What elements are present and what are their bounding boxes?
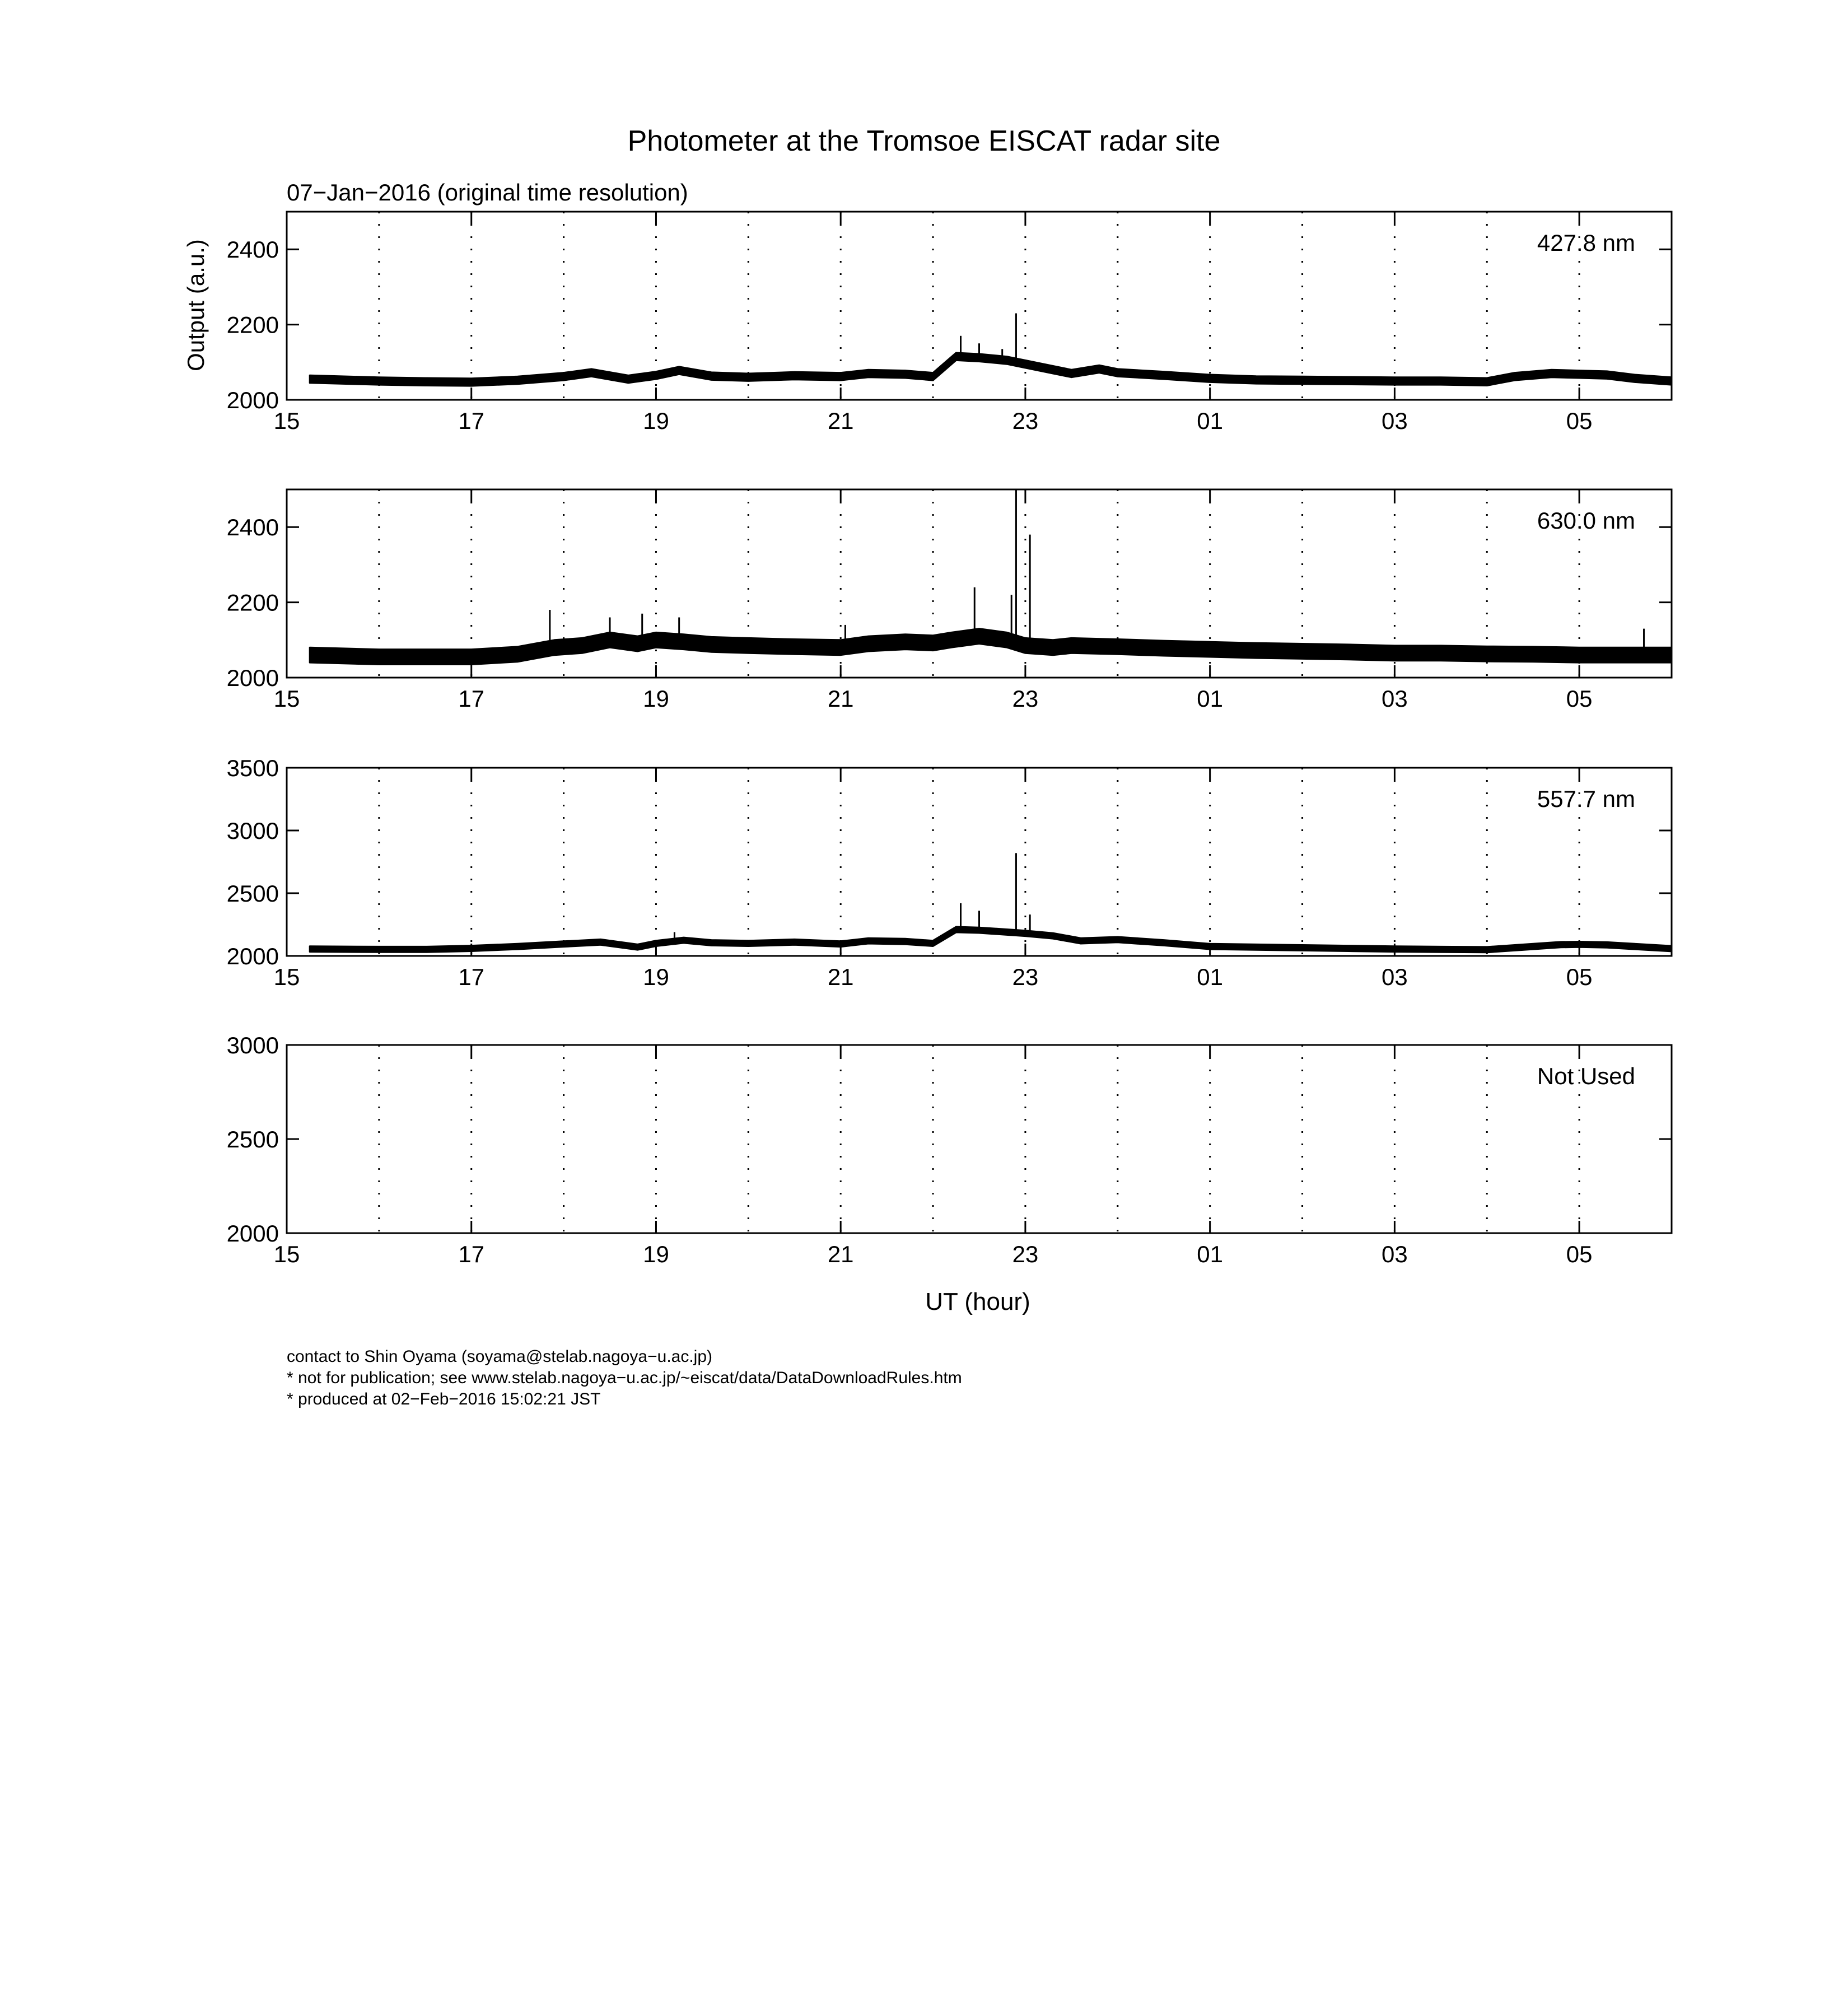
y-tick-label: 2500 <box>226 1126 279 1152</box>
x-tick-label: 03 <box>1382 685 1408 712</box>
axes-box <box>287 1045 1672 1233</box>
x-tick-label: 17 <box>458 964 485 990</box>
x-tick-label: 15 <box>273 964 300 990</box>
x-tick-label: 05 <box>1566 408 1593 434</box>
x-tick-label: 17 <box>458 1241 485 1267</box>
x-tick-label: 05 <box>1566 964 1593 990</box>
x-tick-label: 01 <box>1197 1241 1224 1267</box>
data-series-band <box>310 927 1672 953</box>
x-tick-label: 01 <box>1197 964 1224 990</box>
y-tick-label: 2400 <box>226 514 279 541</box>
y-tick-label: 3000 <box>226 1032 279 1058</box>
data-series-band <box>310 629 1672 665</box>
x-tick-label: 15 <box>273 685 300 712</box>
footer-notes <box>287 1346 962 1410</box>
panel-1 <box>227 212 1672 434</box>
panel-label: Not Used <box>1537 1063 1635 1089</box>
x-tick-label: 03 <box>1382 408 1408 434</box>
y-tick-label: 2200 <box>226 589 279 616</box>
x-tick-label: 03 <box>1382 964 1408 990</box>
x-tick-label: 19 <box>643 408 669 434</box>
panel-4 <box>227 1032 1672 1267</box>
x-tick-label: 15 <box>273 408 300 434</box>
x-tick-label: 17 <box>458 408 485 434</box>
x-tick-label: 01 <box>1197 685 1224 712</box>
figure-subtitle: 07−Jan−2016 (original time resolution) <box>287 179 688 206</box>
footer-produced: * produced at 02−Feb−2016 15:02:21 JST <box>287 1390 601 1408</box>
x-tick-label: 23 <box>1012 964 1039 990</box>
x-tick-label: 23 <box>1012 408 1039 434</box>
x-tick-label: 23 <box>1012 1241 1039 1267</box>
axes-box <box>287 212 1672 400</box>
figure-title: Photometer at the Tromsoe EISCAT radar site <box>627 125 1221 157</box>
x-axis-label: UT (hour) <box>925 1288 1030 1315</box>
x-tick-label: 15 <box>273 1241 300 1267</box>
panel-label: 427.8 nm <box>1537 230 1635 256</box>
y-tick-label: 3500 <box>226 755 279 781</box>
footer-disclaimer: * not for publication; see www.stelab.nagoya−u.ac.jp/~eiscat/data/DataDownloadRules.htm <box>287 1369 962 1387</box>
y-tick-label: 2200 <box>226 311 279 338</box>
data-series-band <box>310 353 1672 386</box>
x-tick-label: 01 <box>1197 408 1224 434</box>
y-tick-label: 2000 <box>226 943 279 969</box>
x-tick-label: 19 <box>643 685 669 712</box>
x-tick-label: 21 <box>827 964 854 990</box>
x-tick-label: 19 <box>643 964 669 990</box>
y-tick-label: 2000 <box>226 1220 279 1247</box>
x-tick-label: 03 <box>1382 1241 1408 1267</box>
y-tick-label: 2500 <box>226 880 279 907</box>
x-tick-label: 23 <box>1012 685 1039 712</box>
y-tick-label: 2000 <box>226 665 279 691</box>
panel-label: 557.7 nm <box>1537 786 1635 812</box>
footer-contact: contact to Shin Oyama (soyama@stelab.nagoya−u.ac.jp) <box>287 1347 713 1366</box>
x-tick-label: 05 <box>1566 685 1593 712</box>
y-tick-label: 2000 <box>226 387 279 413</box>
x-tick-label: 19 <box>643 1241 669 1267</box>
x-tick-label: 05 <box>1566 1241 1593 1267</box>
panel-2 <box>227 489 1672 712</box>
x-tick-label: 21 <box>827 1241 854 1267</box>
y-tick-label: 2400 <box>226 236 279 263</box>
x-tick-label: 17 <box>458 685 485 712</box>
panel-label: 630.0 nm <box>1537 507 1635 534</box>
x-tick-label: 21 <box>827 408 854 434</box>
panel-3 <box>227 755 1672 990</box>
x-tick-label: 21 <box>827 685 854 712</box>
y-tick-label: 3000 <box>226 818 279 844</box>
y-axis-label: Output (a.u.) <box>183 239 209 371</box>
